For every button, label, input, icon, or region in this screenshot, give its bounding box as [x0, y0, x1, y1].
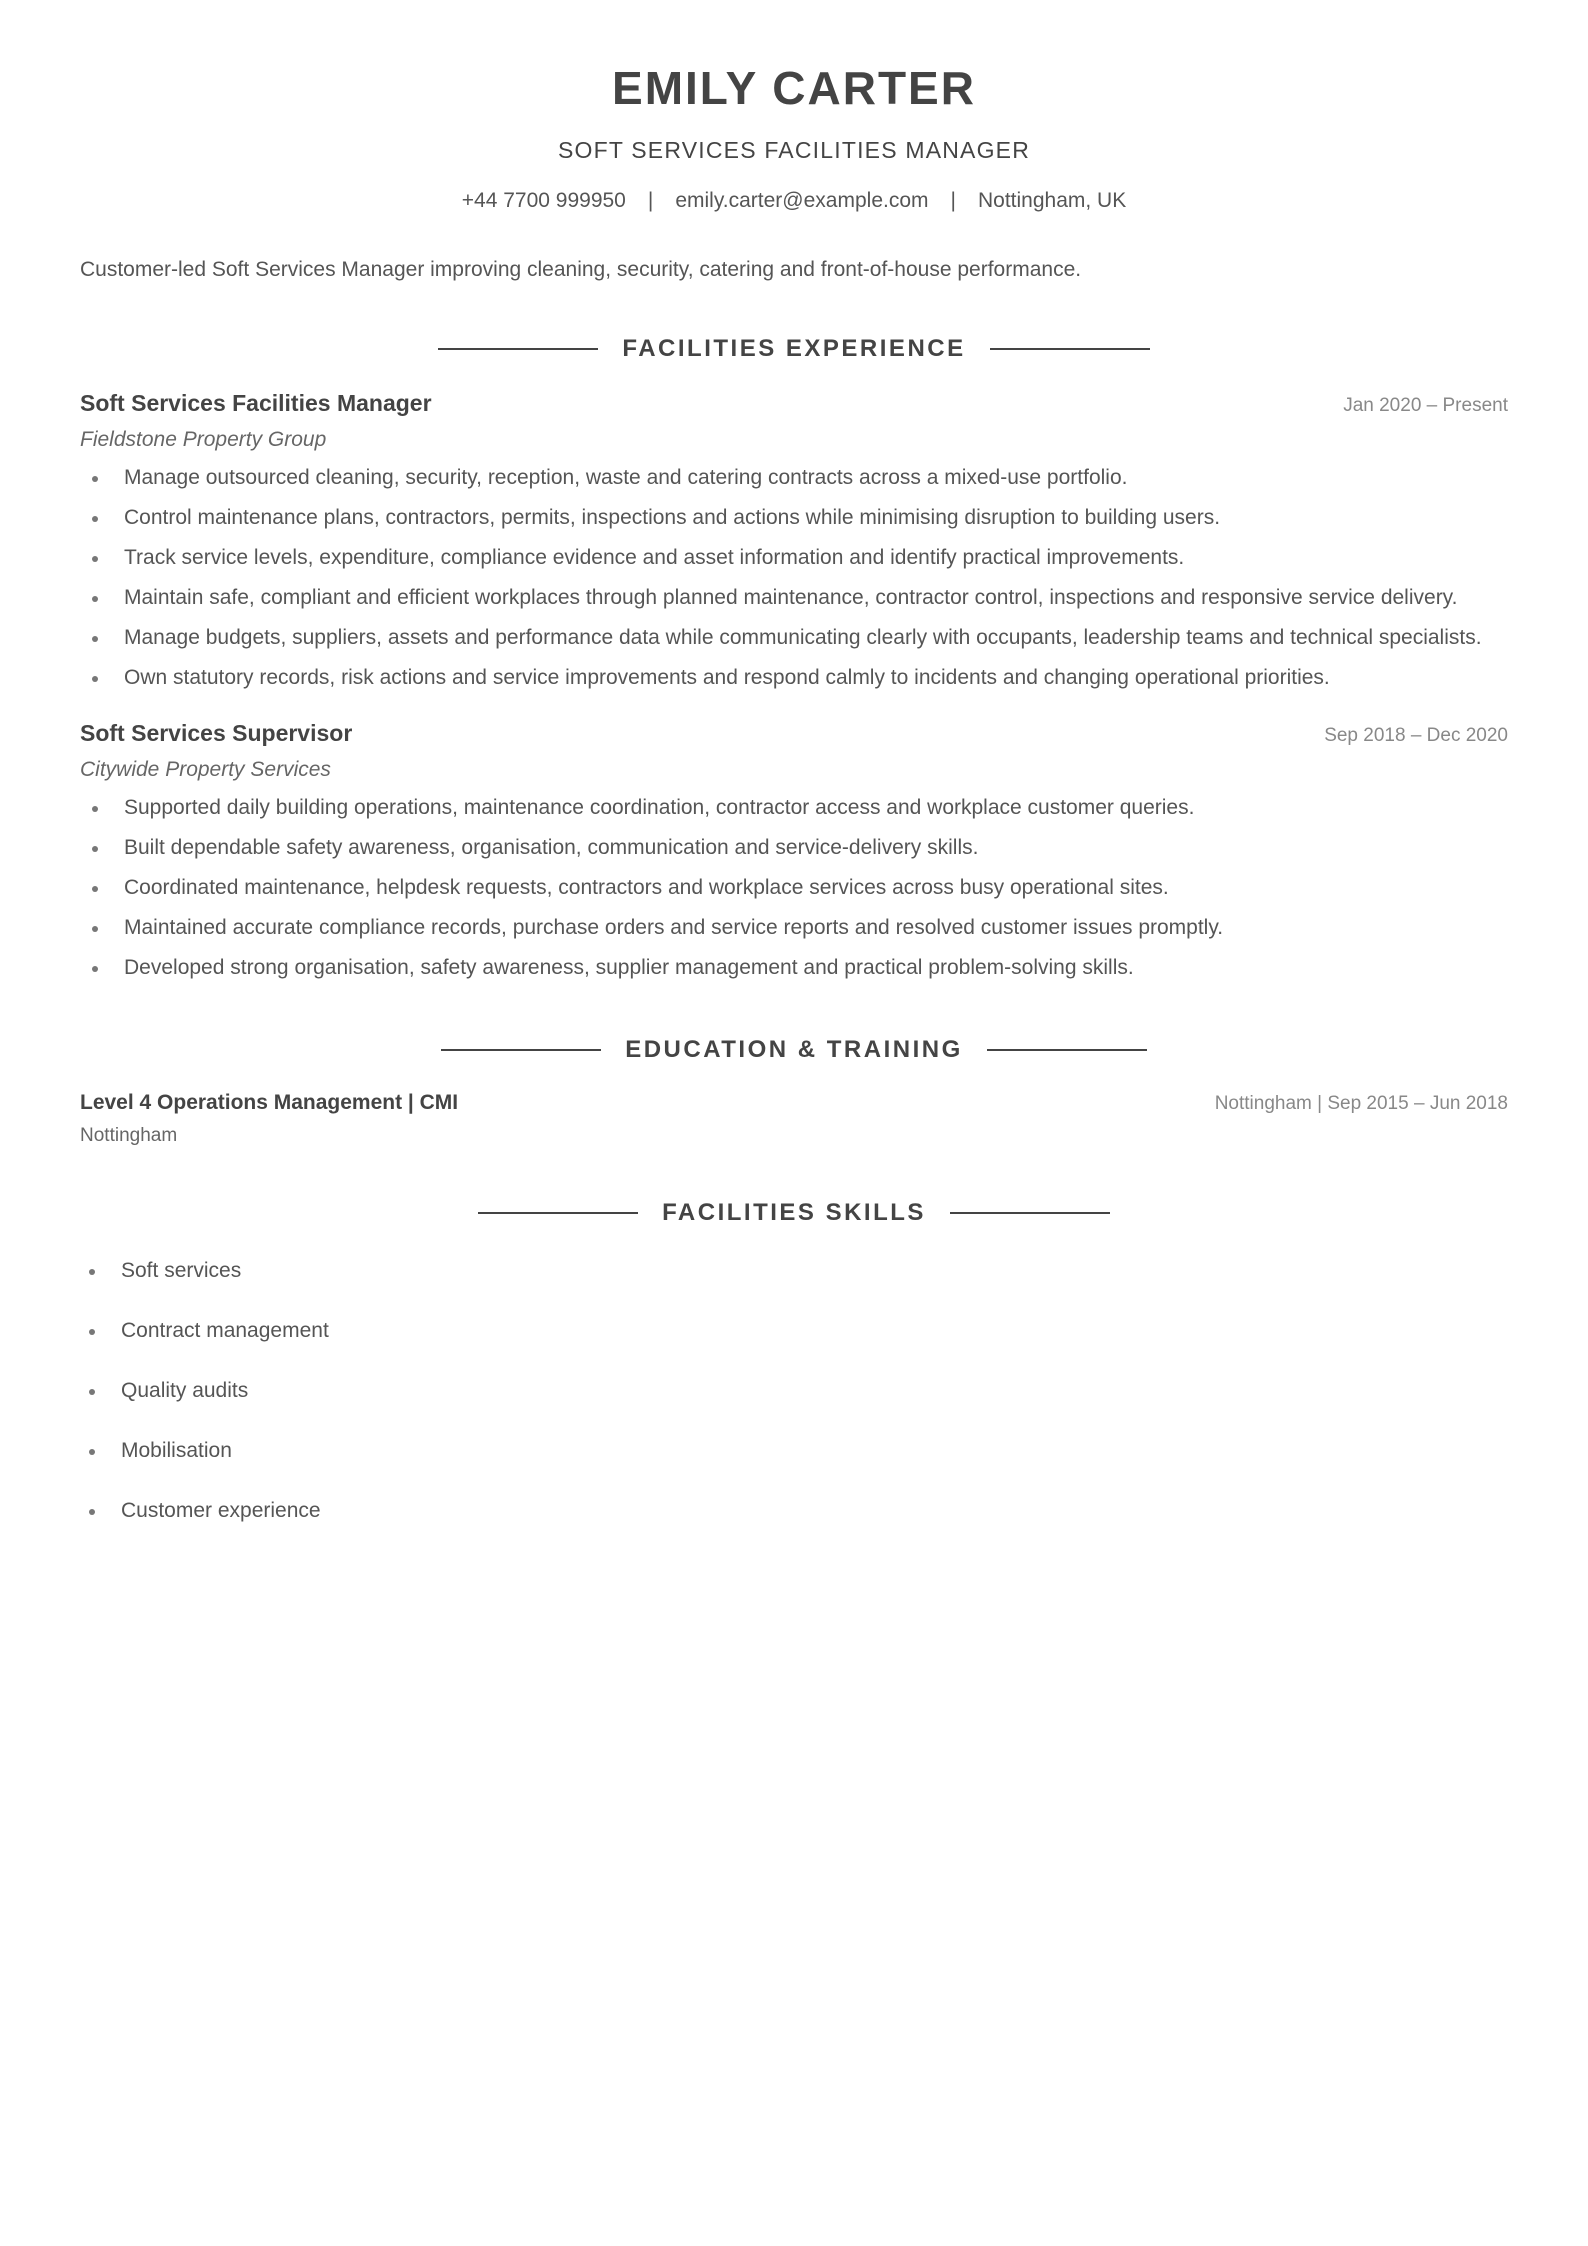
location: Nottingham, UK: [977, 189, 1127, 212]
experience-section-heading: [80, 334, 1508, 364]
candidate-name: EMILY CARTER: [612, 62, 976, 114]
profile-summary: Customer-led Soft Services Manager improving cleaning, security, catering and front-of-house performance.: [80, 258, 1082, 281]
job-bullet: Developed strong organisation, safety awareness, supplier management and practical problem-solving skills.: [124, 952, 1508, 984]
skills-list: [80, 1258, 1508, 1524]
job-title: Soft Services Facilities Manager: [80, 390, 432, 416]
contact-separator: |: [647, 189, 654, 212]
contact-separator: |: [950, 189, 956, 212]
job-bullet: Manage budgets, suppliers, assets and performance data while communicating clearly with occupants, leadership teams and technical specialists.: [124, 622, 1508, 654]
job-title-headline: SOFT SERVICES FACILITIES MANAGER: [557, 137, 1031, 163]
job-bullet: Control maintenance plans, contractors, permits, inspections and actions while minimising disruption to building users.: [124, 502, 1508, 534]
email-address: emily.carter@example.com: [675, 189, 929, 212]
job-bullet: Own statutory records, risk actions and service improvements and respond calmly to incidents and changing operational priorities.: [124, 662, 1508, 694]
job-bullet: Coordinated maintenance, helpdesk requests, contractors and workplace services across busy operational sites.: [124, 872, 1508, 904]
skills-section-heading: [80, 1198, 1508, 1228]
phone-number: +44 7700 999950: [461, 189, 626, 212]
company-name: Fieldstone Property Group: [80, 428, 327, 451]
job-entry: [80, 720, 1508, 984]
skill-item: Soft services: [121, 1258, 1508, 1284]
education-location: Nottingham: [80, 1125, 178, 1146]
job-entry: [80, 390, 1508, 694]
education-entry: [80, 1091, 1508, 1147]
skill-item: Customer experience: [121, 1498, 1508, 1524]
skill-item: Quality audits: [121, 1378, 1508, 1404]
experience-heading-label: FACILITIES EXPERIENCE: [622, 335, 966, 362]
job-bullet-list: [80, 792, 1508, 984]
job-bullet-list: [80, 462, 1508, 694]
job-bullet: Track service levels, expenditure, compliance evidence and asset information and identify practical improvements.: [124, 542, 1508, 574]
job-bullet: Supported daily building operations, maintenance coordination, contractor access and workplace customer queries.: [124, 792, 1508, 824]
skills-heading-label: FACILITIES SKILLS: [662, 1199, 926, 1226]
job-bullet: Maintained accurate compliance records, purchase orders and service reports and resolved customer issues promptly.: [124, 912, 1508, 944]
heading-rule-left: [478, 1212, 638, 1214]
job-title: Soft Services Supervisor: [80, 720, 353, 746]
education-heading-label: EDUCATION & TRAINING: [625, 1036, 963, 1063]
education-section-heading: [80, 1035, 1508, 1065]
degree-name: Level 4 Operations Management | CMI: [80, 1091, 459, 1114]
heading-rule-right: [987, 1049, 1147, 1051]
heading-rule-left: [441, 1049, 601, 1051]
job-bullet: Manage outsourced cleaning, security, reception, waste and catering contracts across a mixed-use portfolio.: [124, 462, 1508, 494]
company-name: Citywide Property Services: [80, 758, 331, 781]
education-meta: Nottingham | Sep 2015 – Jun 2018: [1214, 1093, 1508, 1114]
skill-item: Contract management: [121, 1318, 1508, 1344]
job-header: [80, 720, 1508, 747]
skill-item: Mobilisation: [121, 1438, 1508, 1464]
job-bullet: Built dependable safety awareness, organisation, communication and service-delivery skills.: [124, 832, 1508, 864]
job-header: [80, 390, 1508, 417]
heading-rule-left: [438, 348, 598, 350]
education-header: [80, 1091, 1508, 1115]
job-bullet: Maintain safe, compliant and efficient workplaces through planned maintenance, contractor control, inspections and responsive service delivery.: [124, 582, 1508, 614]
heading-rule-right: [950, 1212, 1110, 1214]
heading-rule-right: [990, 348, 1150, 350]
contact-line: [80, 188, 1508, 214]
job-dates: Sep 2018 – Dec 2020: [1324, 725, 1508, 746]
job-dates: Jan 2020 – Present: [1343, 395, 1508, 416]
